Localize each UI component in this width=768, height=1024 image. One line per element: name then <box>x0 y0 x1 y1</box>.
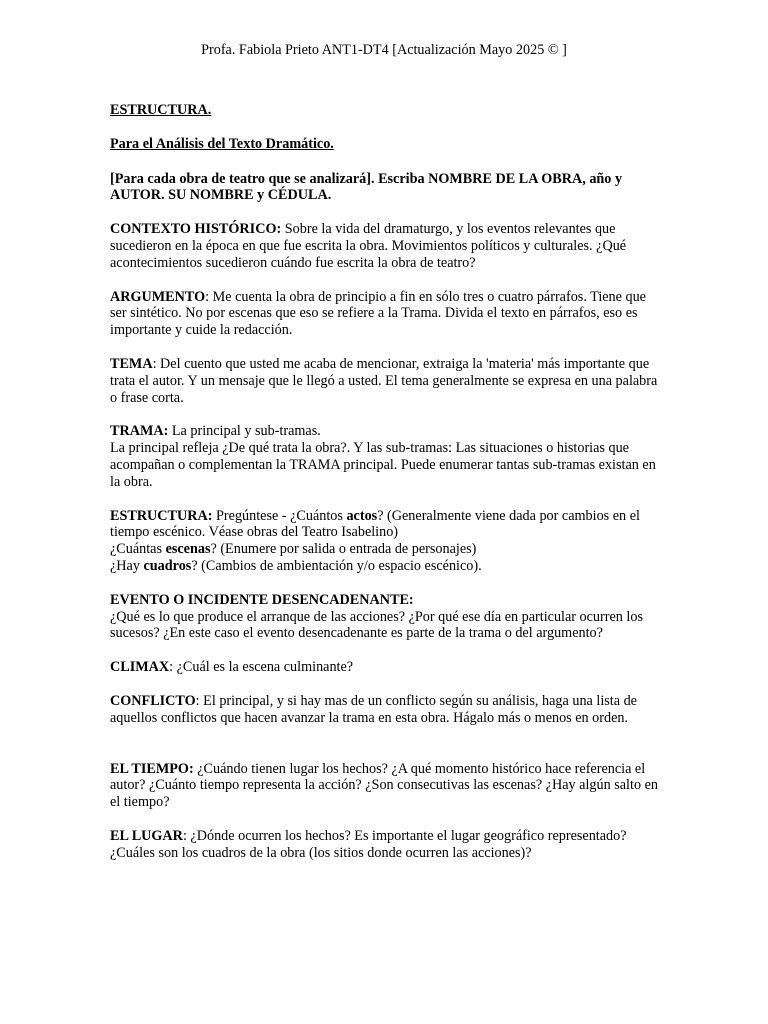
section-trama <box>110 423 662 440</box>
argumento-label: ARGUMENTO <box>110 288 206 305</box>
contexto-text: Sobre la vida del dramaturgo, y los eventos relevantes que sucedieron en la época en que fue escrita la obra. Movimientos políticos y culturales. ¿Qué acontecimientos sucedieron cuándo fue escrita la obra de teatro? <box>110 221 627 271</box>
climax-label: CLIMAX <box>110 659 170 676</box>
estructura-text-3: ¿Cuántas <box>110 541 166 558</box>
lugar-text: : ¿Dónde ocurren los hechos? Es importante el lugar geográfico representado? ¿Cuáles son los cuadros de la obra (los sitios donde ocurren las acciones)? <box>110 827 627 861</box>
tema-text: : Del cuento que usted me acaba de mencionar, extraiga la 'materia' más importante que trata el autor. Y un mensaje que le llegó a usted. El tema generalmente se expresa en una palabra o frase corta. <box>110 355 658 406</box>
estructura-text-5: ¿Hay <box>110 557 144 574</box>
section-tiempo <box>110 761 662 811</box>
evento-text: ¿Qué es lo que produce el arranque de las acciones? ¿Por qué ese día en particular ocurren los sucesos? ¿En este caso el evento desencadenante es parte de la trama o del argumento? <box>110 608 643 642</box>
document-body <box>110 102 662 862</box>
section-contexto <box>110 221 662 271</box>
climax-text: : ¿Cuál es la escena culminante? <box>169 659 354 676</box>
section-estructura <box>110 508 662 542</box>
estructura-cuadros: cuadros <box>143 557 192 574</box>
argumento-text: : Me cuenta la obra de principio a fin en sólo tres o cuatro párrafos. Tiene que ser sintético. No por escenas que eso se refiere a la Trama. Divida el texto en párrafos, eso es importante y cuide la redacción. <box>110 288 646 339</box>
estructura-text-4: ? (Enumere por salida o entrada de personajes) <box>210 541 477 558</box>
estructura-cuadros-line <box>110 558 662 575</box>
tema-label: TEMA <box>110 355 153 372</box>
trama-label: TRAMA: <box>110 423 169 440</box>
estructura-label: ESTRUCTURA: <box>110 507 213 524</box>
evento-label: EVENTO O INCIDENTE DESENCADENANTE: <box>110 591 414 608</box>
trama-text: La principal refleja ¿De qué trata la obra?. Y las sub-tramas: Las situaciones o historias que acompañan o complementan la TRAMA principal. Puede enumerar tantas sub-tramas existan en la obra. <box>110 440 656 490</box>
conflicto-text: : El principal, y si hay mas de un conflicto según su análisis, haga una lista de aquellos conflictos que hacen avanzar la trama en esta obra. Hágalo más o menos en orden. <box>110 692 637 726</box>
document-subtitle: Para el Análisis del Texto Dramático. <box>110 135 334 152</box>
conflicto-label: CONFLICTO <box>110 692 196 709</box>
estructura-actos: actos <box>346 507 378 524</box>
estructura-text-1: Pregúntese - ¿Cuántos <box>212 507 347 524</box>
estructura-escenas-line <box>110 541 662 558</box>
document-title: ESTRUCTURA. <box>110 102 212 118</box>
section-tema <box>110 356 662 406</box>
section-argumento <box>110 289 662 339</box>
lugar-label: EL LUGAR <box>110 827 183 844</box>
estructura-escenas: escenas <box>165 541 211 558</box>
page-header: Profa. Fabiola Prieto ANT1-DT4 [Actualización Mayo 2025 © ] <box>201 42 567 58</box>
instruction-text: [Para cada obra de teatro que se analizará]. Escriba NOMBRE DE LA OBRA, año y AUTOR. SU NOMBRE y CÉDULA. <box>110 170 623 204</box>
trama-inline-text: La principal y sub-tramas. <box>168 423 321 440</box>
estructura-text-6: ? (Cambios de ambientación y/o espacio escénico). <box>191 557 482 574</box>
section-conflicto <box>110 693 662 727</box>
estructura-text-2: ? (Generalmente viene dada por cambios en el tiempo escénico. Véase obras del Teatro Isabelino) <box>110 507 640 541</box>
section-climax <box>110 659 662 676</box>
contexto-label: CONTEXTO HISTÓRICO: <box>110 221 282 238</box>
tiempo-text: ¿Cuándo tienen lugar los hechos? ¿A qué momento histórico hace referencia el autor? ¿Cuánto tiempo representa la acción? ¿Son consecutivas las escenas? ¿Hay algún salto en el tiempo? <box>110 760 658 811</box>
tiempo-label: EL TIEMPO: <box>110 760 194 777</box>
section-lugar <box>110 828 662 862</box>
